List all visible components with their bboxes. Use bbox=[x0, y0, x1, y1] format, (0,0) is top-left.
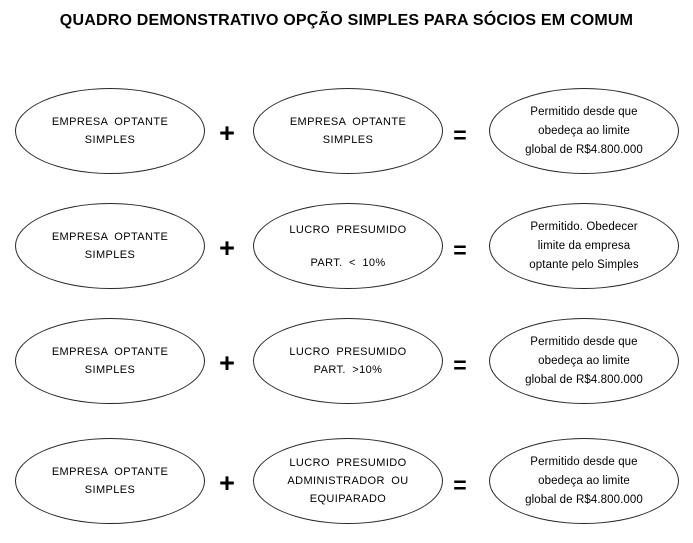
ellipse-text-line: Permitido desde que bbox=[530, 335, 638, 348]
equals-operator: = bbox=[453, 236, 467, 263]
plus-operator: + bbox=[219, 232, 235, 263]
diagram-row bbox=[0, 203, 693, 289]
ellipse-text-line: EMPRESA OPTANTE bbox=[51, 466, 169, 478]
ellipse-text-line: EMPRESA OPTANTE bbox=[51, 231, 169, 243]
ellipse-text-line: Permitido desde que bbox=[530, 105, 638, 118]
ellipse-text-line: SIMPLES bbox=[322, 134, 374, 146]
ellipse-text-line: LUCRO PRESUMIDO bbox=[289, 346, 407, 358]
ellipse-text-line: SIMPLES bbox=[84, 484, 136, 496]
ellipse-text-line: ADMINISTRADOR OU bbox=[287, 475, 409, 487]
operand-ellipse-middle bbox=[253, 88, 443, 174]
ellipse-text-line: Permitido. Obedecer bbox=[530, 220, 638, 233]
operand-ellipse-left bbox=[15, 438, 205, 524]
operand-ellipse-left bbox=[15, 88, 205, 174]
plus-operator: + bbox=[219, 347, 235, 378]
operand-ellipse-left bbox=[15, 203, 205, 289]
result-ellipse bbox=[489, 203, 679, 289]
ellipse-text-line: SIMPLES bbox=[84, 249, 136, 261]
operand-ellipse-left bbox=[15, 318, 205, 404]
ellipse-text-line: PART. >10% bbox=[313, 364, 383, 376]
ellipse-text-line: EMPRESA OPTANTE bbox=[51, 346, 169, 358]
ellipse-text-line: obedeça ao limite bbox=[538, 474, 630, 487]
ellipse-text-line: optante pelo Simples bbox=[529, 258, 639, 271]
ellipse-text-line: LUCRO PRESUMIDO bbox=[289, 223, 407, 236]
ellipse-text-line: limite da empresa bbox=[537, 239, 631, 252]
ellipse-text-line: global de R$4.800.000 bbox=[525, 493, 643, 506]
ellipse-text-line: global de R$4.800.000 bbox=[525, 373, 643, 386]
ellipse-text-line: PART. < 10% bbox=[310, 256, 386, 269]
result-ellipse bbox=[489, 88, 679, 174]
ellipse-text-line: EQUIPARADO bbox=[309, 493, 387, 505]
plus-operator: + bbox=[219, 467, 235, 498]
ellipse-text-line: obedeça ao limite bbox=[538, 124, 630, 137]
operand-ellipse-middle bbox=[253, 318, 443, 404]
ellipse-text-line: EMPRESA OPTANTE bbox=[289, 116, 407, 128]
ellipse-text-line: Permitido desde que bbox=[530, 455, 638, 468]
equals-operator: = bbox=[453, 351, 467, 378]
ellipse-text-line: SIMPLES bbox=[84, 134, 136, 146]
operand-ellipse-middle bbox=[253, 438, 443, 524]
ellipse-text-line: LUCRO PRESUMIDO bbox=[289, 457, 407, 469]
diagram-row bbox=[0, 88, 693, 174]
plus-operator: + bbox=[219, 117, 235, 148]
result-ellipse bbox=[489, 318, 679, 404]
ellipse-text-line: obedeça ao limite bbox=[538, 354, 630, 367]
result-ellipse bbox=[489, 438, 679, 524]
equals-operator: = bbox=[453, 121, 467, 148]
ellipse-text-line: SIMPLES bbox=[84, 364, 136, 376]
diagram-title: QUADRO DEMONSTRATIVO OPÇÃO SIMPLES PARA SÓCIOS EM COMUM bbox=[59, 12, 634, 29]
ellipse-text-line: EMPRESA OPTANTE bbox=[51, 116, 169, 128]
equals-operator: = bbox=[453, 471, 467, 498]
ellipse-text-line: global de R$4.800.000 bbox=[525, 143, 643, 156]
operand-ellipse-middle bbox=[253, 203, 443, 289]
diagram-row bbox=[0, 438, 693, 524]
diagram-row bbox=[0, 318, 693, 404]
